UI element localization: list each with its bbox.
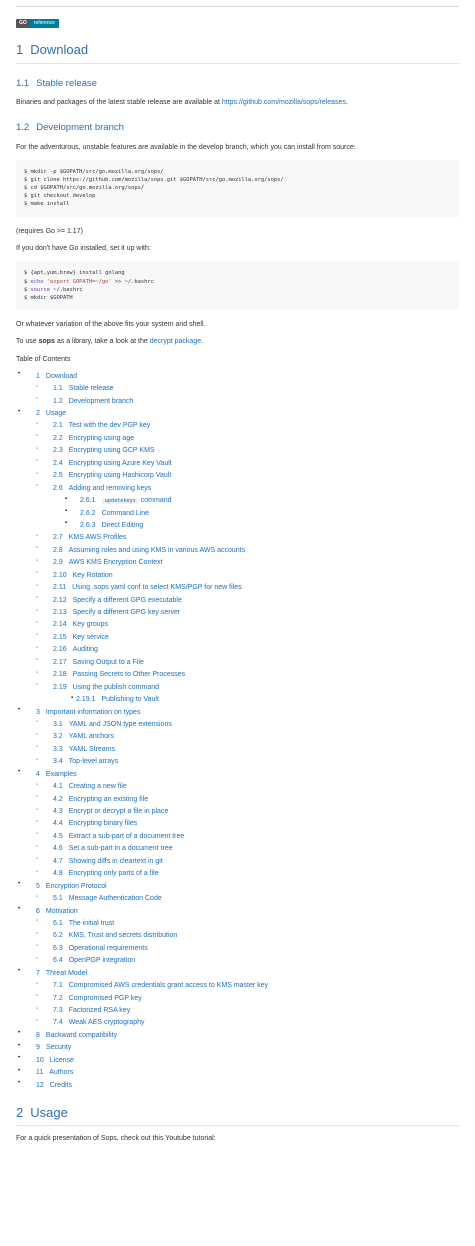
toc-item[interactable] [16, 868, 459, 880]
toc-item[interactable] [16, 955, 459, 967]
toc-title-text: Key service [72, 633, 109, 641]
toc-number: 2.5 [53, 472, 63, 480]
toc-number: 2.4 [53, 459, 63, 467]
toc-title-text: Specify a different GPG executable [72, 596, 182, 604]
code-keyword: source [30, 286, 50, 293]
disc-bullet-icon: • [18, 408, 21, 415]
circle-bullet-icon: ◦ [36, 1005, 39, 1012]
circle-bullet-icon: ◦ [36, 918, 39, 925]
disc-bullet-icon: • [18, 881, 21, 888]
toc-item[interactable] [16, 1029, 459, 1041]
code-line: $ cd $GOPATH/src/go.mozilla.org/sops/ [24, 185, 145, 192]
code-string: 'export GOPATH=~/go' [43, 278, 112, 285]
toc-number: 2.12 [53, 596, 67, 604]
toc-item[interactable] [16, 1042, 459, 1054]
toc-number: 3.4 [53, 758, 63, 766]
toc-number: 1.2 [53, 397, 63, 405]
toc-item[interactable] [16, 942, 459, 954]
toc-number: 8 [36, 1031, 40, 1039]
toc-item[interactable] [16, 507, 459, 519]
circle-bullet-icon: ◦ [36, 744, 39, 751]
toc-number: 7.2 [53, 994, 63, 1002]
toc-number: 6.1 [53, 919, 63, 927]
toc-title-text: Backward compatibility [45, 1031, 118, 1039]
library-text-mid: as a library, take a look at the [54, 338, 150, 346]
toc-title-text: Specify a different GPG key server [72, 609, 181, 617]
circle-bullet-icon: ◦ [36, 595, 39, 602]
toc-item[interactable] [16, 569, 459, 581]
toc-title-text: KMS, Trust and secrets distribution [68, 932, 178, 940]
section-title: Usage [30, 1104, 68, 1120]
toc-item[interactable] [16, 681, 459, 693]
toc-item[interactable] [16, 917, 459, 929]
toc-title-text: Authors [49, 1069, 74, 1077]
toc-number: 2.15 [53, 633, 67, 641]
toc-title-text: Adding and removing keys [68, 484, 152, 492]
toc-item[interactable] [16, 843, 459, 855]
toc-number: 12 [36, 1081, 44, 1089]
toc-item[interactable] [16, 457, 459, 469]
toc-number: 1 [36, 372, 40, 380]
code-line: $ git clone https://github.com/mozilla/sops.git $GOPATH/src/go.mozilla.org/sops/ [24, 177, 284, 184]
toc-item[interactable] [16, 519, 459, 531]
circle-bullet-icon: ◦ [36, 719, 39, 726]
toc-item[interactable] [16, 582, 459, 594]
toc-title-text: OpenPGP integration [68, 957, 136, 965]
toc-title-text: KMS AWS Profiles [68, 534, 127, 542]
toc-title-text: Passing Secrets to Other Processes [72, 671, 186, 679]
subsection-dev-heading [16, 122, 459, 135]
toc-title: Table of Contents [16, 355, 71, 363]
circle-bullet-icon: ◦ [36, 930, 39, 937]
circle-bullet-icon: ◦ [36, 794, 39, 801]
toc-number: 3.2 [53, 733, 63, 741]
circle-bullet-icon: ◦ [36, 545, 39, 552]
toc-title-text: YAML Streams [68, 745, 116, 753]
toc-title-text: AWS KMS Encryption Context [68, 559, 163, 567]
toc-title-text: Test with the dev PGP key [68, 422, 151, 430]
square-bullet-icon: ▪ [65, 508, 68, 515]
toc-number: 3.3 [53, 745, 63, 753]
circle-bullet-icon: ◦ [36, 396, 39, 403]
toc-title-text: Set a sub-part in a document tree [68, 845, 173, 853]
toc-title-text: Security [45, 1044, 72, 1052]
toc-number: 2.19 [53, 683, 67, 691]
toc-item[interactable] [16, 482, 459, 494]
section-download-heading [16, 41, 459, 64]
toc-item[interactable] [16, 470, 459, 482]
toc-number: 2.13 [53, 609, 67, 617]
toc-title-text: Operational requirements [68, 944, 148, 952]
toc-title-text: The initial trust [68, 919, 115, 927]
toc-item[interactable] [16, 420, 459, 432]
circle-bullet-icon: ◦ [36, 445, 39, 452]
toc-number: 2.6 [53, 484, 63, 492]
toc-number: 5 [36, 882, 40, 890]
toc-title-text: Using the publish command [72, 683, 160, 691]
toc-item[interactable] [16, 793, 459, 805]
library-text-pre: To use [16, 338, 39, 346]
toc-title-text: Encryption Protocol [45, 882, 107, 890]
disc-bullet-icon: • [18, 707, 21, 714]
toc-number: 2.6.1 [80, 497, 96, 505]
toc-item[interactable] [16, 408, 459, 420]
toc-title-text: Compromised PGP key [68, 994, 142, 1002]
circle-bullet-icon: ◦ [36, 532, 39, 539]
circle-bullet-icon: ◦ [36, 433, 39, 440]
toc-item[interactable] [16, 644, 459, 656]
section-usage-heading [16, 1104, 459, 1127]
toc-number: 2.6.3 [80, 521, 96, 529]
go-reference-badge[interactable] [16, 19, 459, 28]
toc-number: 2.10 [53, 571, 67, 579]
code-line: $ make install [24, 201, 70, 208]
subsection-stable-heading [16, 78, 459, 91]
circle-bullet-icon: ◦ [36, 458, 39, 465]
toc-item[interactable] [16, 855, 459, 867]
toc-title-text: Examples [45, 770, 77, 778]
toc-number: 4.8 [53, 870, 63, 878]
toc-item[interactable] [16, 395, 459, 407]
toc-item[interactable] [16, 619, 459, 631]
toc-number: 9 [36, 1044, 40, 1052]
toc-title-text: Direct Editing [101, 521, 144, 529]
section-title: Download [30, 42, 89, 57]
subsection-number: 1.1 [16, 77, 30, 89]
toc-title-text: Encrypting using Hashicorp Vault [68, 472, 172, 480]
subsection-title: Stable release [36, 77, 97, 89]
toc-item[interactable] [16, 445, 459, 457]
toc-number: 2.8 [53, 546, 63, 554]
circle-bullet-icon: ◦ [36, 570, 39, 577]
toc-number: 3 [36, 708, 40, 716]
circle-bullet-icon: ◦ [36, 383, 39, 390]
toc-number: 2.6.2 [80, 509, 96, 517]
toc-item[interactable] [16, 694, 459, 706]
toc-item[interactable] [16, 1079, 459, 1091]
code-rest: ~/.bashrc [49, 286, 83, 293]
toc-item[interactable] [16, 781, 459, 793]
releases-link[interactable]: https://github.com/mozilla/sops/releases [221, 99, 346, 107]
toc-number: 4.2 [53, 795, 63, 803]
code-prompt: $ [24, 278, 31, 285]
toc-number: 1.1 [53, 385, 63, 393]
toc-item[interactable] [16, 731, 459, 743]
toc-number: 4.5 [53, 832, 63, 840]
circle-bullet-icon: ◦ [36, 582, 39, 589]
toc-number: 4.3 [53, 808, 63, 816]
circle-bullet-icon: ◦ [36, 557, 39, 564]
toc-number: 4.7 [53, 857, 63, 865]
toc-title-text: Download [45, 372, 78, 380]
toc-item[interactable] [16, 880, 459, 892]
code-line [24, 278, 451, 286]
toc-number: 6 [36, 907, 40, 915]
toc-item[interactable] [16, 768, 459, 780]
circle-bullet-icon: ◦ [36, 669, 39, 676]
toc-item[interactable] [16, 980, 459, 992]
toc-number: 7.3 [53, 1007, 63, 1015]
library-note [16, 337, 459, 346]
toc-title-text: Publishing to Vault [101, 696, 159, 704]
toc-item[interactable] [16, 718, 459, 730]
decrypt-package-link[interactable]: decrypt package [149, 338, 202, 346]
toc-number: 2.19.1 [76, 696, 96, 704]
toc-number: 11 [36, 1069, 44, 1077]
toc-number: 4.4 [53, 820, 63, 828]
toc-number: 10 [36, 1056, 44, 1064]
disc-bullet-icon: • [18, 1042, 21, 1049]
requires-go-note: (requires Go >= 1.17) [16, 227, 83, 235]
code-keyword: echo [30, 278, 44, 285]
document-page [16, 0, 459, 1144]
circle-bullet-icon: ◦ [36, 619, 39, 626]
toc-title-text: Encrypting using Azure Key Vault [68, 459, 172, 467]
circle-bullet-icon: ◦ [36, 856, 39, 863]
badge-right-label: reference [30, 19, 59, 28]
toc-item[interactable] [16, 594, 459, 606]
toc-title-text: Encrypting using age [68, 434, 135, 442]
section-number: 2 [16, 1104, 24, 1120]
toc-title-text: Saving Output to a File [72, 658, 144, 666]
toc-item[interactable] [16, 992, 459, 1004]
circle-bullet-icon: ◦ [36, 831, 39, 838]
toc-title-text: Usage [45, 410, 67, 418]
subsection-title: Development branch [36, 121, 124, 133]
toc-title-text: Encrypting using GCP KMS [68, 447, 155, 455]
go-setup-note: If you don't have Go installed, set it up with: [16, 245, 151, 253]
circle-bullet-icon: ◦ [36, 607, 39, 614]
toc-number: 3.1 [53, 720, 63, 728]
toc-number: 2.2 [53, 434, 63, 442]
toc-item[interactable] [16, 370, 459, 382]
disc-bullet-icon: • [18, 371, 21, 378]
circle-bullet-icon: ◦ [36, 980, 39, 987]
toc-item[interactable] [16, 818, 459, 830]
install-code-block[interactable] [16, 160, 459, 217]
toc-title-text: Weak AES cryptography [68, 1019, 145, 1027]
toc-title-text: Factorized RSA key [68, 1007, 131, 1015]
square-bullet-icon: ▪ [65, 520, 68, 527]
toc-title-text: Credits [49, 1081, 72, 1089]
golang-setup-code-block[interactable] [16, 261, 459, 309]
toc-title-text: Encrypt or decrypt a file in place [68, 808, 169, 816]
toc-item[interactable] [16, 1005, 459, 1017]
toc-title-text: Key Rotation [72, 571, 113, 579]
toc-title-text: Encrypting binary files [68, 820, 138, 828]
disc-bullet-icon: • [18, 906, 21, 913]
toc-title-text: Important information on types [45, 708, 141, 716]
toc-item[interactable] [16, 631, 459, 643]
disc-bullet-icon: • [18, 1080, 21, 1087]
toc-number: 4 [36, 770, 40, 778]
dev-branch-paragraph: For the adventurous, unstable features are available in the develop branch, which you can install from source: [16, 143, 356, 151]
circle-bullet-icon: ◦ [36, 993, 39, 1000]
toc-number: 2.18 [53, 671, 67, 679]
square-bullet-icon: ▪ [65, 495, 68, 502]
variation-note: Or whatever variation of the above fits your system and shell. [16, 320, 206, 328]
circle-bullet-icon: ◦ [36, 756, 39, 763]
toc-title-text: Motivation [45, 907, 78, 915]
circle-bullet-icon: ◦ [36, 943, 39, 950]
toc-number: 2.16 [53, 646, 67, 654]
circle-bullet-icon: ◦ [36, 470, 39, 477]
circle-bullet-icon: ◦ [36, 955, 39, 962]
toc-title-text: YAML and JSON type extensions [68, 720, 172, 728]
sops-bold: sops [38, 338, 55, 346]
toc-title-text: Message Authentication Code [68, 895, 162, 903]
toc-item[interactable] [16, 607, 459, 619]
toc-item[interactable] [16, 930, 459, 942]
toc-number: 4.6 [53, 845, 63, 853]
code-line: $ mkdir $GOPATH [24, 294, 73, 301]
code-prompt: $ [24, 286, 31, 293]
circle-bullet-icon: ◦ [36, 818, 39, 825]
toc-title-text: Assuming roles and using KMS in various AWS accounts [68, 546, 246, 554]
toc-item[interactable] [16, 706, 459, 718]
toc-title-text: Encrypting an existing file [68, 795, 149, 803]
toc-item[interactable] [16, 1054, 459, 1066]
toc-code: updatekeys [102, 498, 139, 504]
toc-title-text: YAML anchors [68, 733, 114, 741]
code-line: $ git checkout develop [24, 193, 96, 200]
circle-bullet-icon: ◦ [36, 806, 39, 813]
toc-title-text: Command Line [101, 509, 150, 517]
toc-title-text: Development branch [68, 397, 134, 405]
usage-paragraph: For a quick presentation of Sops, check out this Youtube tutorial: [16, 1135, 216, 1143]
circle-bullet-icon: ◦ [36, 731, 39, 738]
circle-bullet-icon: ◦ [36, 420, 39, 427]
table-of-contents [16, 370, 459, 1091]
disc-bullet-icon: • [18, 1030, 21, 1037]
toc-number: 2.17 [53, 658, 67, 666]
circle-bullet-icon: ◦ [36, 644, 39, 651]
stable-release-paragraph [16, 98, 459, 107]
toc-item[interactable] [16, 656, 459, 668]
circle-bullet-icon: ◦ [36, 682, 39, 689]
toc-number: 2 [36, 410, 40, 418]
toc-number: 2.14 [53, 621, 67, 629]
toc-number: 4.1 [53, 783, 63, 791]
toc-title-text: Stable release [68, 385, 114, 393]
toc-title-text: Encrypting only parts of a file [68, 870, 159, 878]
toc-number: 5.1 [53, 895, 63, 903]
toc-number: 6.2 [53, 932, 63, 940]
toc-number: 2.9 [53, 559, 63, 567]
circle-bullet-icon: ◦ [36, 1017, 39, 1024]
toc-item[interactable] [16, 557, 459, 569]
toc-item[interactable] [16, 893, 459, 905]
top-divider [16, 6, 459, 7]
toc-item[interactable] [16, 1067, 459, 1079]
toc-item[interactable] [16, 495, 459, 507]
disc-bullet-icon: • [18, 769, 21, 776]
toc-title-text: Using .sops.yaml conf to select KMS/PGP for new files [72, 584, 242, 592]
toc-number: 2.1 [53, 422, 63, 430]
disc-bullet-icon: • [18, 1055, 21, 1062]
toc-title-text: Top-level arrays [68, 758, 119, 766]
disc-bullet-icon: • [18, 968, 21, 975]
toc-item[interactable] [16, 669, 459, 681]
code-line: $ {apt,yum,brew} install golang [24, 270, 125, 277]
toc-item[interactable] [16, 432, 459, 444]
toc-item[interactable] [16, 532, 459, 544]
toc-item[interactable] [16, 967, 459, 979]
badge-left-label: GO [16, 19, 30, 28]
toc-number: 2.11 [53, 584, 67, 592]
square-bullet-icon: ▪ [71, 694, 74, 701]
toc-item[interactable] [16, 743, 459, 755]
toc-title-text: Auditing [72, 646, 98, 654]
circle-bullet-icon: ◦ [36, 483, 39, 490]
toc-item[interactable] [16, 544, 459, 556]
toc-item[interactable] [16, 756, 459, 768]
code-line [24, 286, 451, 294]
disc-bullet-icon: • [18, 1067, 21, 1074]
circle-bullet-icon: ◦ [36, 868, 39, 875]
paragraph-end: . [345, 99, 348, 107]
toc-title-text: Showing diffs in cleartext in git [68, 857, 163, 865]
toc-number: 2.7 [53, 534, 63, 542]
toc-number: 7.4 [53, 1019, 63, 1027]
circle-bullet-icon: ◦ [36, 893, 39, 900]
toc-item[interactable] [16, 806, 459, 818]
circle-bullet-icon: ◦ [36, 632, 39, 639]
toc-number: 6.4 [53, 957, 63, 965]
toc-title-text: License [49, 1056, 74, 1064]
toc-number: 7 [36, 969, 40, 977]
toc-title-text: Compromised AWS credentials grant access to KMS master key [68, 982, 269, 990]
toc-title-text: Key groups [72, 621, 109, 629]
code-rest: >> ~/.bashrc [111, 278, 154, 285]
toc-title-text: command [140, 497, 172, 505]
toc-item[interactable] [16, 905, 459, 917]
toc-title-text: Threat Model [45, 969, 88, 977]
paragraph-text: Binaries and packages of the latest stable release are available at [16, 99, 222, 107]
toc-item[interactable] [16, 830, 459, 842]
toc-title-text: Extract a sub-part of a document tree [68, 832, 185, 840]
library-text-post: . [201, 338, 204, 346]
toc-title-text: Creating a new file [68, 783, 127, 791]
circle-bullet-icon: ◦ [36, 781, 39, 788]
circle-bullet-icon: ◦ [36, 657, 39, 664]
circle-bullet-icon: ◦ [36, 843, 39, 850]
code-line: $ mkdir -p $GOPATH/src/go.mozilla.org/sops/ [24, 169, 164, 176]
toc-number: 2.3 [53, 447, 63, 455]
toc-number: 6.3 [53, 944, 63, 952]
toc-number: 7.1 [53, 982, 63, 990]
toc-item[interactable] [16, 1017, 459, 1029]
subsection-number: 1.2 [16, 121, 30, 133]
section-number: 1 [16, 42, 24, 57]
toc-item[interactable] [16, 383, 459, 395]
